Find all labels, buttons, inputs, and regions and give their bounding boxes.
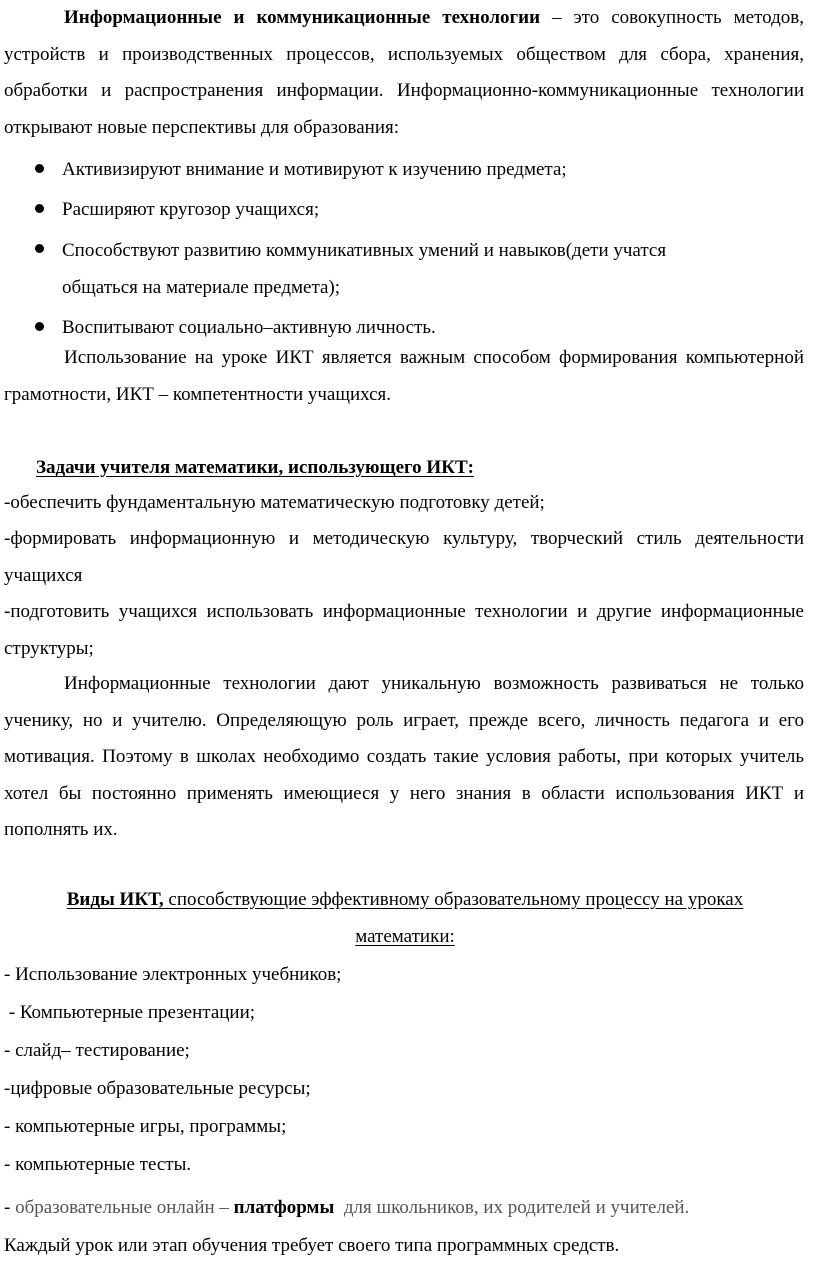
- types-item: - компьютерные игры, программы;: [4, 1116, 287, 1137]
- intro-definition: – это совокупность методов, устройств и производственных процессов, используемых обществом для сбора, хранения, обработки и распространения информации. Информационно-коммуникационные технологии открывают новые перспективы для образования:: [4, 7, 804, 138]
- types-item-platforms: - образовательные онлайн – платформы для школьников, их родителей и учителей.: [4, 1197, 690, 1218]
- list-item: Расширяют кругозор учащихся;: [4, 190, 804, 230]
- opportunity-paragraph: Информационные технологии дают уникальную возможность развиваться не только ученику, но и учителю. Определяющую роль играет, прежде всего, личность педагога и его мотивация. Поэтому в школах необходимо создать такие условия работы, при которых учитель хотел бы постоянно применять имеющиеся у него знания в области использования ИКТ и пополнять их.: [4, 673, 804, 840]
- closing-sentence: Каждый урок или этап обучения требует своего типа программных средств.: [4, 1235, 620, 1256]
- task-item: -подготовить учащихся использовать информационные технологии и другие информационные структуры;: [4, 601, 804, 659]
- types-item: - Использование электронных учебников;: [4, 964, 342, 985]
- bullet-icon: [35, 322, 44, 331]
- task-item: -обеспечить фундаментальную математическую подготовку детей;: [4, 492, 545, 513]
- types-item: - компьютерные тесты.: [4, 1154, 192, 1175]
- list-item: Воспитывают социально–активную личность.: [4, 308, 804, 348]
- types-item: -цифровые образовательные ресурсы;: [4, 1078, 311, 1099]
- bullet-icon: [35, 204, 44, 213]
- task-item: -формировать информационную и методическую культуру, творческий стиль деятельности учащихся: [4, 528, 804, 586]
- tasks-heading: Задачи учителя математики, использующего ИКТ:: [36, 457, 474, 478]
- list-item: Способствуют развитию коммуникативных умений и навыков(дети учатся общаться на материале предмета);: [4, 230, 804, 308]
- types-heading: Виды ИКТ, способствующие эффективному образовательному процессу на уроках математики:: [66, 889, 744, 947]
- bullet-icon: [35, 244, 44, 253]
- list-item: Активизируют внимание и мотивируют к изучению предмета;: [4, 150, 804, 190]
- bullet-icon: [35, 164, 44, 173]
- benefits-list: [4, 150, 804, 348]
- types-item: - Компьютерные презентации;: [4, 1002, 256, 1023]
- types-item: - слайд– тестирование;: [4, 1040, 190, 1061]
- usage-paragraph: Использование на уроке ИКТ является важным способом формирования компьютерной грамотности, ИКТ – компетентности учащихся.: [4, 347, 804, 405]
- intro-term: Информационные и коммуникационные технологии: [64, 7, 541, 28]
- intro-paragraph: [4, 0, 804, 146]
